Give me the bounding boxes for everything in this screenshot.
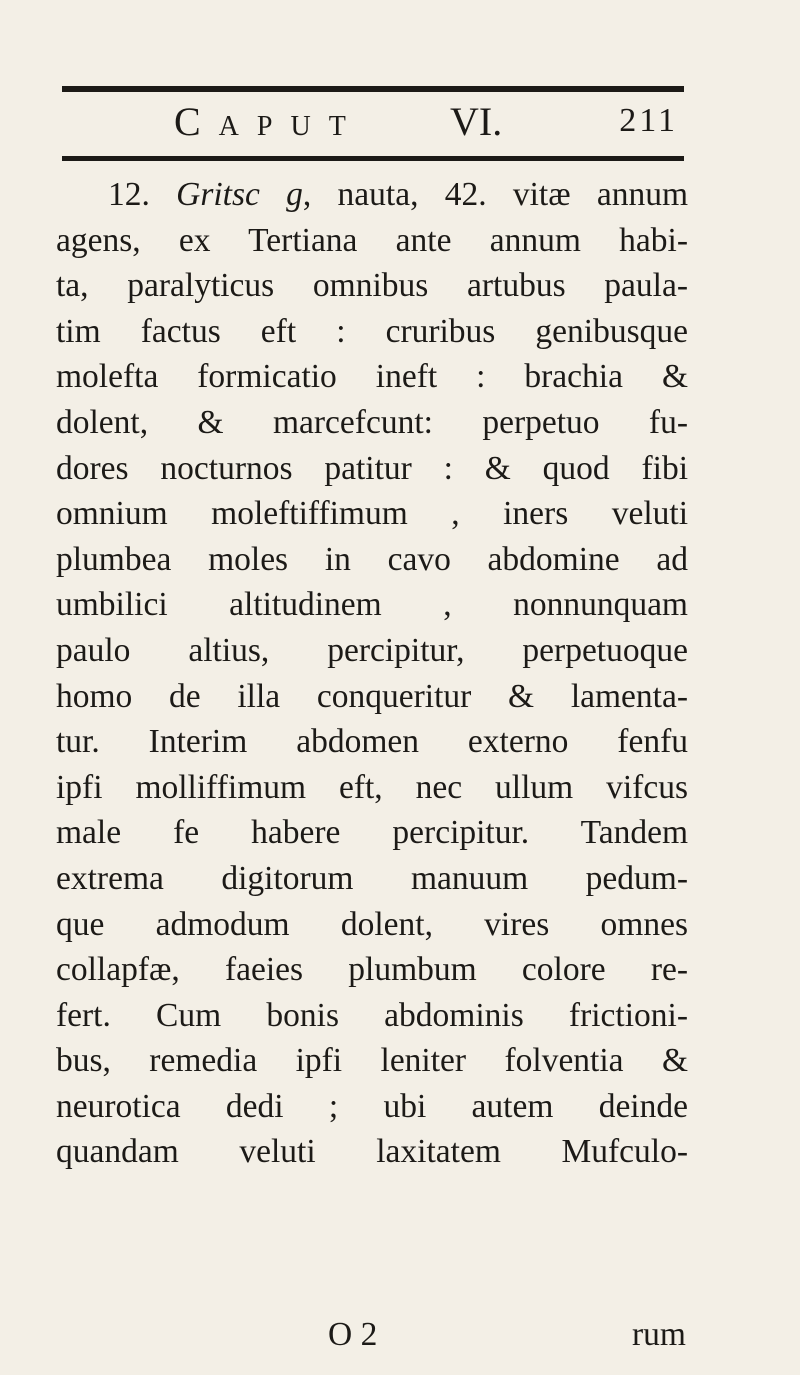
text-line: homo de illa conqueritur & lamenta-: [56, 677, 688, 715]
patient-name: Gritsc g: [176, 176, 303, 213]
header-rule-bottom: [62, 156, 684, 161]
text-line: umbilici altitudinem , nonnunquam: [56, 586, 688, 624]
catchword: rum: [632, 1316, 686, 1353]
text-line: ipfi molliffimum eft, nec ullum vifcus: [56, 768, 688, 806]
text-line: molefta formicatio ineft : brachia &: [56, 358, 688, 396]
running-header: [62, 96, 684, 152]
line-text: , nauta, 42. vitæ annum: [302, 176, 689, 213]
text-line: tim factus eft : cruribus genibusque: [56, 312, 688, 350]
running-title: Caput: [174, 99, 364, 144]
text-line: male fe habere percipitur. Tandem: [56, 814, 688, 852]
text-line: fert. Cum bonis abdominis frictioni-: [56, 996, 688, 1034]
text-line: plumbea moles in cavo abdomine ad: [56, 540, 688, 578]
text-line: agens, ex Tertiana ante annum habi-: [56, 221, 688, 259]
page-footer: [56, 1316, 688, 1362]
text-line: [56, 172, 688, 218]
case-number: 12.: [108, 176, 150, 213]
text-line: collapfæ, faeies plumbum colore re-: [56, 951, 688, 989]
text-line: tur. Interim abdomen externo fenfu: [56, 723, 688, 761]
header-rule-top: [62, 86, 684, 92]
text-line: omnium moleftiffimum , iners veluti: [56, 495, 688, 533]
text-line: paulo altius, percipitur, perpetuoque: [56, 631, 688, 669]
page-number: 211: [619, 102, 678, 139]
text-line: que admodum dolent, vires omnes: [56, 905, 688, 943]
case-paragraph: [56, 172, 688, 1175]
text-line: neurotica dedi ; ubi autem deinde: [56, 1087, 688, 1125]
text-line: bus, remedia ipfi leniter folventia &: [56, 1042, 688, 1080]
text-line: extrema digitorum manuum pedum-: [56, 859, 688, 897]
text-line: ta, paralyticus omnibus artubus paula-: [56, 267, 688, 305]
text-line: dores nocturnos patitur : & quod fibi: [56, 449, 688, 487]
text-line: quandam veluti laxitatem Mufculo-: [56, 1133, 688, 1171]
text-line: dolent, & marcefcunt: perpetuo fu-: [56, 403, 688, 441]
signature-mark: O 2: [328, 1316, 378, 1353]
chapter-number: VI.: [450, 99, 503, 144]
